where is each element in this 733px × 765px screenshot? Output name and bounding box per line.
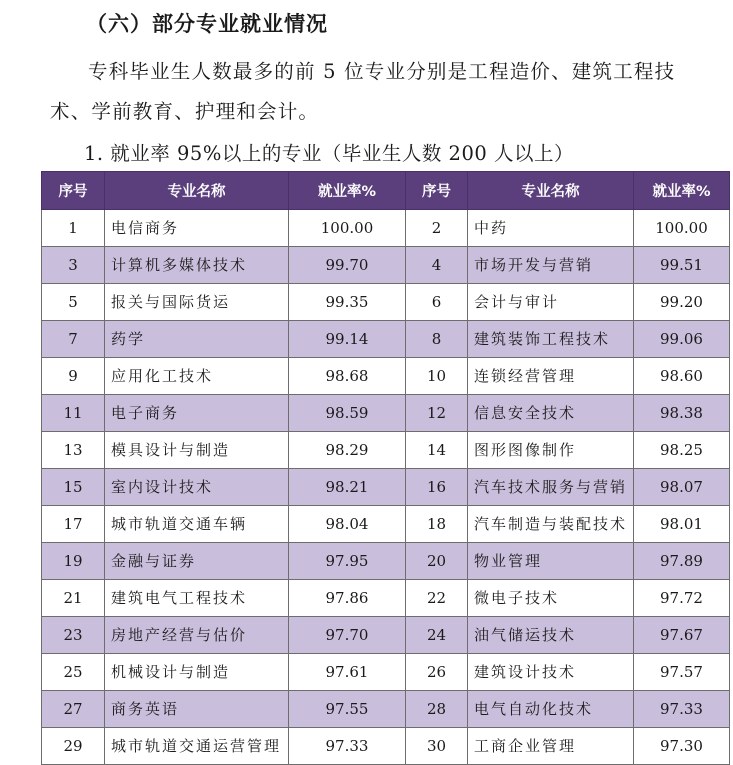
- table-body: [42, 210, 730, 765]
- rate-cell: 97.30: [634, 728, 730, 765]
- major-cell: 连锁经营管理: [468, 358, 634, 395]
- rate-cell: 97.70: [289, 617, 406, 654]
- major-cell: 计算机多媒体技术: [105, 247, 289, 284]
- rate-cell: 98.68: [289, 358, 406, 395]
- rate-cell: 97.55: [289, 691, 406, 728]
- rate-cell: 98.25: [634, 432, 730, 469]
- rate-cell: 97.33: [634, 691, 730, 728]
- major-cell: 电子商务: [105, 395, 289, 432]
- major-cell: 物业管理: [468, 543, 634, 580]
- index-cell: 20: [406, 543, 468, 580]
- major-cell: 室内设计技术: [105, 469, 289, 506]
- index-cell: 9: [42, 358, 105, 395]
- table-row: [42, 728, 730, 765]
- rate-cell: 97.57: [634, 654, 730, 691]
- major-cell: 会计与审计: [468, 284, 634, 321]
- index-cell: 30: [406, 728, 468, 765]
- major-cell: 市场开发与营销: [468, 247, 634, 284]
- rate-cell: 97.67: [634, 617, 730, 654]
- index-cell: 8: [406, 321, 468, 358]
- table-row: [42, 395, 730, 432]
- major-cell: 电信商务: [105, 210, 289, 247]
- table-row: [42, 543, 730, 580]
- major-cell: 电气自动化技术: [468, 691, 634, 728]
- index-cell: 23: [42, 617, 105, 654]
- table-header-row: [42, 172, 730, 210]
- rate-cell: 97.72: [634, 580, 730, 617]
- header-major-left: 专业名称: [105, 172, 289, 210]
- rate-cell: 99.35: [289, 284, 406, 321]
- major-cell: 商务英语: [105, 691, 289, 728]
- table-row: [42, 469, 730, 506]
- rate-cell: 98.38: [634, 395, 730, 432]
- major-cell: 工商企业管理: [468, 728, 634, 765]
- index-cell: 15: [42, 469, 105, 506]
- header-major-right: 专业名称: [468, 172, 634, 210]
- rate-cell: 98.04: [289, 506, 406, 543]
- rate-cell: 98.29: [289, 432, 406, 469]
- rate-cell: 99.51: [634, 247, 730, 284]
- rate-cell: 99.14: [289, 321, 406, 358]
- header-rate-right: 就业率%: [634, 172, 730, 210]
- major-cell: 应用化工技术: [105, 358, 289, 395]
- index-cell: 27: [42, 691, 105, 728]
- rate-cell: 97.86: [289, 580, 406, 617]
- major-cell: 建筑电气工程技术: [105, 580, 289, 617]
- table-row: [42, 247, 730, 284]
- summary-paragraph: 专科毕业生人数最多的前 5 位专业分别是工程造价、建筑工程技术、学前教育、护理和会计。: [50, 60, 676, 123]
- major-cell: 建筑装饰工程技术: [468, 321, 634, 358]
- major-cell: 金融与证券: [105, 543, 289, 580]
- major-cell: 城市轨道交通运营管理: [105, 728, 289, 765]
- major-cell: 模具设计与制造: [105, 432, 289, 469]
- major-cell: 报关与国际货运: [105, 284, 289, 321]
- index-cell: 17: [42, 506, 105, 543]
- index-cell: 19: [42, 543, 105, 580]
- table-row: [42, 506, 730, 543]
- rate-cell: 98.07: [634, 469, 730, 506]
- index-cell: 11: [42, 395, 105, 432]
- index-cell: 14: [406, 432, 468, 469]
- rate-cell: 99.06: [634, 321, 730, 358]
- table-row: [42, 284, 730, 321]
- rate-cell: 97.95: [289, 543, 406, 580]
- rate-cell: 97.33: [289, 728, 406, 765]
- rate-cell: 98.01: [634, 506, 730, 543]
- table-caption: 1. 就业率 95%以上的专业（毕业生人数 200 人以上）: [84, 142, 574, 165]
- rate-cell: 98.59: [289, 395, 406, 432]
- rate-cell: 98.60: [634, 358, 730, 395]
- index-cell: 10: [406, 358, 468, 395]
- table-row: [42, 617, 730, 654]
- rate-cell: 99.70: [289, 247, 406, 284]
- major-cell: 建筑设计技术: [468, 654, 634, 691]
- table-row: [42, 580, 730, 617]
- section-heading: （六）部分专业就业情况: [86, 12, 328, 36]
- index-cell: 7: [42, 321, 105, 358]
- major-cell: 房地产经营与估价: [105, 617, 289, 654]
- table-row: [42, 358, 730, 395]
- index-cell: 22: [406, 580, 468, 617]
- major-cell: 油气储运技术: [468, 617, 634, 654]
- table-row: [42, 321, 730, 358]
- rate-cell: 100.00: [289, 210, 406, 247]
- index-cell: 28: [406, 691, 468, 728]
- major-cell: 机械设计与制造: [105, 654, 289, 691]
- index-cell: 29: [42, 728, 105, 765]
- header-index-right: 序号: [406, 172, 468, 210]
- table-row: [42, 654, 730, 691]
- index-cell: 2: [406, 210, 468, 247]
- index-cell: 16: [406, 469, 468, 506]
- rate-cell: 97.89: [634, 543, 730, 580]
- table-row: [42, 432, 730, 469]
- rate-cell: 99.20: [634, 284, 730, 321]
- table-row: [42, 210, 730, 247]
- rate-cell: 98.21: [289, 469, 406, 506]
- major-cell: 信息安全技术: [468, 395, 634, 432]
- index-cell: 25: [42, 654, 105, 691]
- index-cell: 13: [42, 432, 105, 469]
- major-cell: 汽车技术服务与营销: [468, 469, 634, 506]
- major-cell: 汽车制造与装配技术: [468, 506, 634, 543]
- index-cell: 3: [42, 247, 105, 284]
- header-rate-left: 就业率%: [289, 172, 406, 210]
- major-cell: 中药: [468, 210, 634, 247]
- rate-cell: 100.00: [634, 210, 730, 247]
- index-cell: 4: [406, 247, 468, 284]
- major-cell: 城市轨道交通车辆: [105, 506, 289, 543]
- index-cell: 5: [42, 284, 105, 321]
- employment-rate-table: [41, 171, 730, 765]
- index-cell: 18: [406, 506, 468, 543]
- index-cell: 12: [406, 395, 468, 432]
- index-cell: 6: [406, 284, 468, 321]
- index-cell: 26: [406, 654, 468, 691]
- rate-cell: 97.61: [289, 654, 406, 691]
- index-cell: 1: [42, 210, 105, 247]
- table-row: [42, 691, 730, 728]
- header-index-left: 序号: [42, 172, 105, 210]
- major-cell: 药学: [105, 321, 289, 358]
- index-cell: 24: [406, 617, 468, 654]
- major-cell: 图形图像制作: [468, 432, 634, 469]
- major-cell: 微电子技术: [468, 580, 634, 617]
- index-cell: 21: [42, 580, 105, 617]
